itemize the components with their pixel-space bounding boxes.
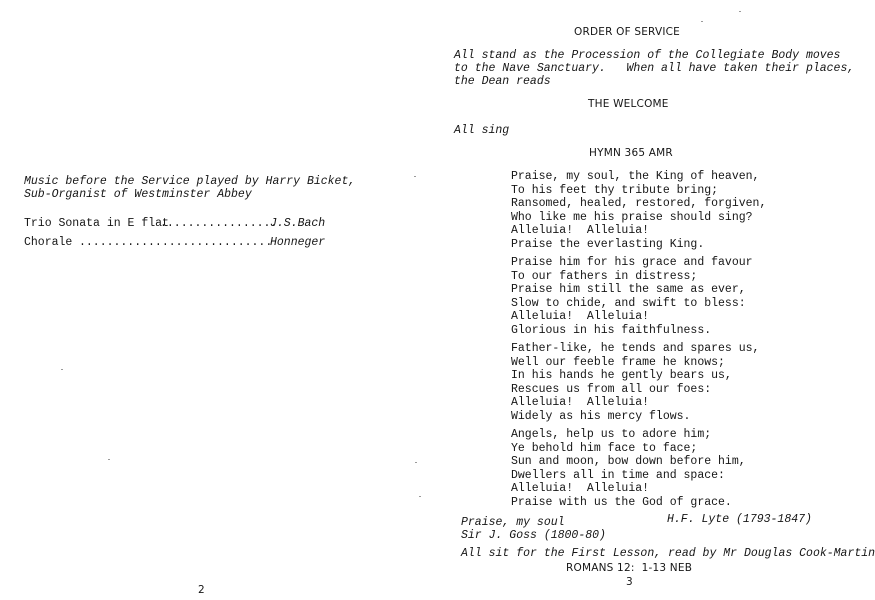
music-intro-line-1: Music before the Service played by Harry Bicket, [24,175,356,188]
scan-speck [419,496,421,497]
hymn-verse [511,342,759,424]
page-number-right: 3 [626,576,633,588]
verse-line: Slow to chide, and swift to bless: [511,296,746,310]
tune-name: Praise, my soul [461,516,565,529]
verse-line: To his feet thy tribute bring; [511,183,719,197]
piece-composer: Honneger [270,236,326,249]
hymn-title: HYMN 365 AMR [589,147,673,159]
order-of-service-heading: ORDER OF SERVICE [574,26,681,38]
hymn-verse [511,428,746,510]
scan-speck [108,459,110,460]
verse-line: Father-like, he tends and spares us, [511,342,760,355]
verse-line: Alleluia! Alleluia! [511,396,650,410]
procession-note-line-2: to the Nave Sanctuary. When all have taken their places, [454,62,855,75]
dot-leader: ................. [160,217,278,230]
verse-line: Rescues us from all our foes: [511,382,712,396]
words-credit: H.F. Lyte (1793-1847) [667,513,812,526]
welcome-heading: THE WELCOME [588,98,669,110]
music-piece-row [24,236,326,250]
verse-line: Sun and moon, bow down before him, [511,455,746,469]
verse-line: Ransomed, healed, restored, forgiven, [511,197,767,211]
lesson-reference: ROMANS 12: 1-13 NEB [566,562,693,574]
verse-line: Ye behold him face to face; [511,441,698,455]
music-credit: Sir J. Goss (1800-80) [461,529,606,542]
verse-line: Alleluia! Alleluia! [511,482,650,496]
verse-line: Widely as his mercy flows. [511,409,691,423]
music-piece-row [24,217,326,231]
music-intro-line-2: Sub-Organist of Westminster Abbey [24,188,252,201]
verse-line: Praise the everlasting King. [511,237,705,251]
hymn-verse [511,170,766,252]
verse-line: Who like me his praise should sing? [511,210,753,224]
lesson-note: All sit for the First Lesson, read by Mr Douglas Cook-Martin [461,547,875,560]
verse-line: Praise with us the God of grace. [511,495,732,509]
verse-line: Angels, help us to adore him; [511,428,712,441]
hymn-verse [511,256,753,338]
page-number-left: 2 [198,584,205,596]
verse-line: Alleluia! Alleluia! [511,224,650,238]
procession-note-line-1: All stand as the Procession of the Collegiate Body moves [454,49,841,62]
dot-leader: ............................ [79,236,273,249]
scan-speck [415,462,417,463]
verse-line: Dwellers all in time and space: [511,468,725,482]
verse-line: Praise him still the same as ever, [511,283,746,297]
scan-speck [61,369,63,370]
verse-line: Praise, my soul, the King of heaven, [511,170,760,183]
piece-title: Chorale [24,236,73,249]
scan-speck [701,21,703,22]
verse-line: Praise him for his grace and favour [511,256,753,269]
verse-line: To our fathers in distress; [511,269,698,283]
scan-speck [739,11,741,12]
all-sing-instruction: All sing [454,124,510,137]
verse-line: Alleluia! Alleluia! [511,310,650,324]
piece-title: Trio Sonata in E flat [24,217,169,230]
scan-speck [414,176,416,177]
piece-composer: J.S.Bach [270,217,326,230]
verse-line: In his hands he gently bears us, [511,369,732,383]
verse-line: Glorious in his faithfulness. [511,323,712,337]
verse-line: Well our feeble frame he knows; [511,355,725,369]
procession-note-line-3: the Dean reads [454,75,551,88]
